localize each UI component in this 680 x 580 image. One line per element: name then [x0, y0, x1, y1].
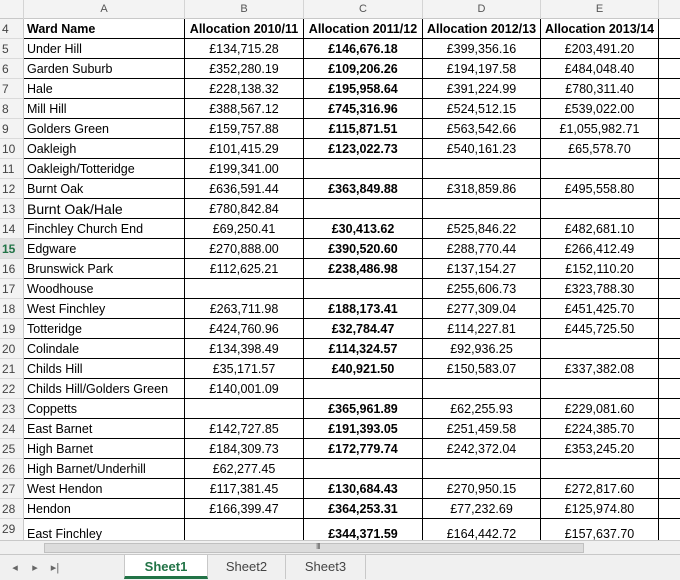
row-number[interactable]: 15	[0, 239, 24, 259]
table-row	[0, 379, 680, 399]
cell-allocation-2010[interactable]: £134,398.49	[185, 339, 304, 359]
cell-allocation-2010[interactable]: £270,888.00	[185, 239, 304, 259]
cell-allocation-2012[interactable]: £524,512.15	[423, 99, 541, 119]
last-sheet-icon[interactable]: ▸|	[50, 562, 60, 574]
cell-allocation-2011[interactable]: £188,173.41	[304, 299, 423, 319]
cell-ward-name[interactable]: West Hendon	[24, 479, 185, 499]
cell-f[interactable]	[659, 259, 680, 279]
cell-allocation-2010[interactable]: £117,381.45	[185, 479, 304, 499]
cell-ward-name[interactable]: Burnt Oak	[24, 179, 185, 199]
prev-sheet-icon[interactable]: ◂	[12, 562, 18, 574]
table-row	[0, 59, 680, 79]
cell-ward-name[interactable]: High Barnet/Underhill	[24, 459, 185, 479]
table-row	[0, 39, 680, 59]
cell-allocation-2013[interactable]: £495,558.80	[541, 179, 659, 199]
select-all-corner[interactable]	[0, 0, 24, 19]
cell-allocation-2013[interactable]: £484,048.40	[541, 59, 659, 79]
table-row	[0, 219, 680, 239]
column-header-b[interactable]: B	[185, 0, 304, 19]
cell-allocation-2013[interactable]: £157,637.70	[541, 519, 659, 540]
cell-allocation-2010[interactable]: £424,760.96	[185, 319, 304, 339]
table-row	[0, 239, 680, 259]
cell-f[interactable]	[659, 199, 680, 219]
row-number[interactable]: 17	[0, 279, 24, 299]
row-number[interactable]: 21	[0, 359, 24, 379]
cell-f[interactable]	[659, 299, 680, 319]
cell-ward-name[interactable]: Golders Green	[24, 119, 185, 139]
cell-allocation-2012[interactable]: £277,309.04	[423, 299, 541, 319]
cell-allocation-2012[interactable]: £525,846.22	[423, 219, 541, 239]
tab-sheet3[interactable]: Sheet3	[286, 555, 366, 579]
scrollbar-grip: III	[316, 542, 320, 551]
cell-allocation-2010[interactable]: £35,171.57	[185, 359, 304, 379]
cell-allocation-2011[interactable]: £745,316.96	[304, 99, 423, 119]
cell-allocation-2011[interactable]: £123,022.73	[304, 139, 423, 159]
cell-f[interactable]	[659, 239, 680, 259]
cell-f[interactable]	[659, 359, 680, 379]
cell-allocation-2011[interactable]	[304, 199, 423, 219]
cell-allocation-2012[interactable]: £563,542.66	[423, 119, 541, 139]
cell-allocation-2010[interactable]: £228,138.32	[185, 79, 304, 99]
cell-ward-name[interactable]: Totteridge	[24, 319, 185, 339]
table-row	[0, 459, 680, 479]
row-number[interactable]: 12	[0, 179, 24, 199]
cell-ward-name[interactable]: Oakleigh	[24, 139, 185, 159]
cell-allocation-2012[interactable]: £251,459.58	[423, 419, 541, 439]
cell-allocation-2011[interactable]: £109,206.26	[304, 59, 423, 79]
row-number[interactable]: 26	[0, 459, 24, 479]
cell-f[interactable]	[659, 379, 680, 399]
column-header-e[interactable]: E	[541, 0, 659, 19]
cell-ward-name[interactable]: East Finchley	[24, 519, 185, 540]
cell-allocation-2010[interactable]: £263,711.98	[185, 299, 304, 319]
cell-allocation-2011[interactable]: £114,324.57	[304, 339, 423, 359]
row-number[interactable]: 4	[0, 19, 24, 39]
cell-ward-name[interactable]: Burnt Oak/Hale	[24, 199, 185, 219]
cell-allocation-2013[interactable]: £1,055,982.71	[541, 119, 659, 139]
cell-allocation-2012[interactable]: £242,372.04	[423, 439, 541, 459]
table-row	[0, 419, 680, 439]
cell-allocation-2010[interactable]: £780,842.84	[185, 199, 304, 219]
cell-ward-name[interactable]: Coppetts	[24, 399, 185, 419]
row-number[interactable]: 6	[0, 59, 24, 79]
column-header-row	[0, 0, 680, 19]
row-number[interactable]: 14	[0, 219, 24, 239]
cell-allocation-2010[interactable]: £69,250.41	[185, 219, 304, 239]
cell-f[interactable]	[659, 479, 680, 499]
cell-allocation-2013[interactable]: £65,578.70	[541, 139, 659, 159]
cell-allocation-2010[interactable]	[185, 519, 304, 540]
cell-allocation-2011[interactable]: £191,393.05	[304, 419, 423, 439]
cell-f[interactable]	[659, 279, 680, 299]
cell-allocation-2013[interactable]: £152,110.20	[541, 259, 659, 279]
next-sheet-icon[interactable]: ▸	[32, 562, 38, 574]
row-number[interactable]: 25	[0, 439, 24, 459]
row-number[interactable]: 19	[0, 319, 24, 339]
cell-allocation-2010[interactable]: £62,277.45	[185, 459, 304, 479]
cell-allocation-2011[interactable]: £115,871.51	[304, 119, 423, 139]
cell-allocation-2012[interactable]: £164,442.72	[423, 519, 541, 540]
cell-f[interactable]	[659, 99, 680, 119]
cell-allocation-2011[interactable]	[304, 279, 423, 299]
sheet-tab-bar	[0, 554, 680, 580]
cell-allocation-2012[interactable]: £137,154.27	[423, 259, 541, 279]
cell-f[interactable]	[659, 119, 680, 139]
table-row	[0, 399, 680, 419]
row-number[interactable]: 7	[0, 79, 24, 99]
cell-ward-name[interactable]: Finchley Church End	[24, 219, 185, 239]
tab-sheet1[interactable]: Sheet1	[124, 555, 208, 579]
cell-allocation-2011[interactable]	[304, 459, 423, 479]
header-allocation-2011[interactable]: Allocation 2011/12	[304, 19, 423, 39]
cell-allocation-2011[interactable]: £365,961.89	[304, 399, 423, 419]
cell-allocation-2013[interactable]	[541, 379, 659, 399]
header-allocation-2013[interactable]: Allocation 2013/14	[541, 19, 659, 39]
column-header-a[interactable]: A	[24, 0, 185, 19]
cell-f[interactable]	[659, 179, 680, 199]
cell-allocation-2012[interactable]: £150,583.07	[423, 359, 541, 379]
cell-allocation-2010[interactable]: £199,341.00	[185, 159, 304, 179]
cell-allocation-2013[interactable]	[541, 159, 659, 179]
table-row	[0, 279, 680, 299]
cell-ward-name[interactable]: Childs Hill	[24, 359, 185, 379]
cell-allocation-2011[interactable]: £32,784.47	[304, 319, 423, 339]
cell-allocation-2010[interactable]: £184,309.73	[185, 439, 304, 459]
header-allocation-2010[interactable]: Allocation 2010/11	[185, 19, 304, 39]
table-row	[0, 439, 680, 459]
cell-f[interactable]	[659, 139, 680, 159]
cell-allocation-2013[interactable]: £482,681.10	[541, 219, 659, 239]
cell-allocation-2012[interactable]	[423, 159, 541, 179]
cell-ward-name[interactable]: Brunswick Park	[24, 259, 185, 279]
cell-allocation-2011[interactable]	[304, 159, 423, 179]
cell-f[interactable]	[659, 39, 680, 59]
cell-ward-name[interactable]: Garden Suburb	[24, 59, 185, 79]
cell-allocation-2010[interactable]: £101,415.29	[185, 139, 304, 159]
cell-f[interactable]	[659, 19, 680, 39]
cell-allocation-2013[interactable]: £229,081.60	[541, 399, 659, 419]
cell-allocation-2011[interactable]: £344,371.59	[304, 519, 423, 540]
table-row	[0, 79, 680, 99]
cell-allocation-2012[interactable]: £391,224.99	[423, 79, 541, 99]
cell-allocation-2011[interactable]: £30,413.62	[304, 219, 423, 239]
cell-allocation-2012[interactable]: £77,232.69	[423, 499, 541, 519]
cell-ward-name[interactable]: Colindale	[24, 339, 185, 359]
table-row	[0, 359, 680, 379]
row-number[interactable]: 22	[0, 379, 24, 399]
table-row	[0, 319, 680, 339]
table-row	[0, 179, 680, 199]
table-row	[0, 499, 680, 519]
table-row	[0, 259, 680, 279]
cell-allocation-2012[interactable]: £288,770.44	[423, 239, 541, 259]
row-number[interactable]: 24	[0, 419, 24, 439]
cell-allocation-2010[interactable]: £142,727.85	[185, 419, 304, 439]
row-number[interactable]: 16	[0, 259, 24, 279]
cell-f[interactable]	[659, 439, 680, 459]
table-row	[0, 339, 680, 359]
cell-allocation-2010[interactable]: £388,567.12	[185, 99, 304, 119]
cell-f[interactable]	[659, 419, 680, 439]
cell-allocation-2011[interactable]: £364,253.31	[304, 499, 423, 519]
cell-allocation-2013[interactable]	[541, 459, 659, 479]
table-header-row	[0, 19, 680, 39]
cell-allocation-2012[interactable]: £399,356.16	[423, 39, 541, 59]
column-header-d[interactable]: D	[423, 0, 541, 19]
cell-allocation-2013[interactable]: £337,382.08	[541, 359, 659, 379]
cell-ward-name[interactable]: Under Hill	[24, 39, 185, 59]
cell-allocation-2013[interactable]: £780,311.40	[541, 79, 659, 99]
cell-f[interactable]	[659, 459, 680, 479]
cell-f[interactable]	[659, 319, 680, 339]
cell-ward-name[interactable]: Woodhouse	[24, 279, 185, 299]
cell-allocation-2010[interactable]	[185, 279, 304, 299]
cell-allocation-2013[interactable]: £224,385.70	[541, 419, 659, 439]
table-row	[0, 199, 680, 219]
cell-allocation-2013[interactable]: £539,022.00	[541, 99, 659, 119]
cell-allocation-2012[interactable]	[423, 379, 541, 399]
cell-allocation-2012[interactable]: £194,197.58	[423, 59, 541, 79]
cell-allocation-2010[interactable]: £166,399.47	[185, 499, 304, 519]
tab-sheet2[interactable]: Sheet2	[208, 555, 286, 579]
cell-allocation-2013[interactable]: £445,725.50	[541, 319, 659, 339]
cell-allocation-2010[interactable]: £112,625.21	[185, 259, 304, 279]
cell-allocation-2011[interactable]: £238,486.98	[304, 259, 423, 279]
cell-ward-name[interactable]: Hale	[24, 79, 185, 99]
cell-allocation-2012[interactable]	[423, 459, 541, 479]
cell-f[interactable]	[659, 399, 680, 419]
cell-allocation-2011[interactable]: £195,958.64	[304, 79, 423, 99]
cell-allocation-2013[interactable]: £353,245.20	[541, 439, 659, 459]
table-row	[0, 479, 680, 499]
cell-allocation-2012[interactable]: £270,950.15	[423, 479, 541, 499]
row-number[interactable]: 20	[0, 339, 24, 359]
cell-allocation-2011[interactable]: £172,779.74	[304, 439, 423, 459]
cell-allocation-2013[interactable]: £203,491.20	[541, 39, 659, 59]
cell-allocation-2011[interactable]: £40,921.50	[304, 359, 423, 379]
table-row	[0, 99, 680, 119]
cell-allocation-2013[interactable]: £323,788.30	[541, 279, 659, 299]
cell-ward-name[interactable]: Hendon	[24, 499, 185, 519]
cell-allocation-2011[interactable]: £130,684.43	[304, 479, 423, 499]
cell-allocation-2012[interactable]: £540,161.23	[423, 139, 541, 159]
cell-ward-name[interactable]: High Barnet	[24, 439, 185, 459]
row-number[interactable]: 13	[0, 199, 24, 219]
horizontal-scrollbar[interactable]	[0, 540, 680, 554]
table-row	[0, 139, 680, 159]
row-number[interactable]: 8	[0, 99, 24, 119]
row-number[interactable]: 29	[0, 519, 24, 540]
table-row	[0, 119, 680, 139]
cell-allocation-2013[interactable]	[541, 199, 659, 219]
cell-allocation-2010[interactable]: £636,591.44	[185, 179, 304, 199]
cell-f[interactable]	[659, 159, 680, 179]
cell-f[interactable]	[659, 79, 680, 99]
cell-ward-name[interactable]: East Barnet	[24, 419, 185, 439]
cell-allocation-2011[interactable]: £363,849.88	[304, 179, 423, 199]
cell-ward-name[interactable]: West Finchley	[24, 299, 185, 319]
cell-allocation-2011[interactable]: £390,520.60	[304, 239, 423, 259]
row-number[interactable]: 27	[0, 479, 24, 499]
row-number[interactable]: 28	[0, 499, 24, 519]
cell-allocation-2012[interactable]: £318,859.86	[423, 179, 541, 199]
row-number[interactable]: 10	[0, 139, 24, 159]
cell-allocation-2013[interactable]: £451,425.70	[541, 299, 659, 319]
row-number[interactable]: 9	[0, 119, 24, 139]
cell-allocation-2012[interactable]: £114,227.81	[423, 319, 541, 339]
cell-f[interactable]	[659, 519, 680, 540]
cell-allocation-2013[interactable]	[541, 339, 659, 359]
cell-allocation-2012[interactable]: £92,936.25	[423, 339, 541, 359]
row-number[interactable]: 11	[0, 159, 24, 179]
row-number[interactable]: 5	[0, 39, 24, 59]
column-header-c[interactable]: C	[304, 0, 423, 19]
cell-allocation-2013[interactable]: £125,974.80	[541, 499, 659, 519]
cell-allocation-2010[interactable]: £134,715.28	[185, 39, 304, 59]
table-row	[0, 519, 680, 540]
table-row	[0, 159, 680, 179]
header-ward-name[interactable]: Ward Name	[24, 19, 185, 39]
cell-allocation-2011[interactable]	[304, 379, 423, 399]
cell-f[interactable]	[659, 59, 680, 79]
cell-allocation-2013[interactable]: £272,817.60	[541, 479, 659, 499]
cell-ward-name[interactable]: Mill Hill	[24, 99, 185, 119]
cell-f[interactable]	[659, 219, 680, 239]
cell-allocation-2013[interactable]: £266,412.49	[541, 239, 659, 259]
cell-allocation-2010[interactable]: £352,280.19	[185, 59, 304, 79]
row-number[interactable]: 18	[0, 299, 24, 319]
cell-allocation-2010[interactable]: £159,757.88	[185, 119, 304, 139]
table-row	[0, 299, 680, 319]
cell-ward-name[interactable]: Edgware	[24, 239, 185, 259]
cell-allocation-2012[interactable]	[423, 199, 541, 219]
cell-allocation-2012[interactable]: £62,255.93	[423, 399, 541, 419]
header-allocation-2012[interactable]: Allocation 2012/13	[423, 19, 541, 39]
scrollbar-thumb[interactable]	[44, 543, 584, 553]
cell-allocation-2010[interactable]	[185, 399, 304, 419]
cell-ward-name[interactable]: Oakleigh/Totteridge	[24, 159, 185, 179]
row-number[interactable]: 23	[0, 399, 24, 419]
cell-allocation-2012[interactable]: £255,606.73	[423, 279, 541, 299]
cell-allocation-2010[interactable]: £140,001.09	[185, 379, 304, 399]
cell-allocation-2011[interactable]: £146,676.18	[304, 39, 423, 59]
cell-ward-name[interactable]: Childs Hill/Golders Green	[24, 379, 185, 399]
cell-f[interactable]	[659, 339, 680, 359]
cell-f[interactable]	[659, 499, 680, 519]
